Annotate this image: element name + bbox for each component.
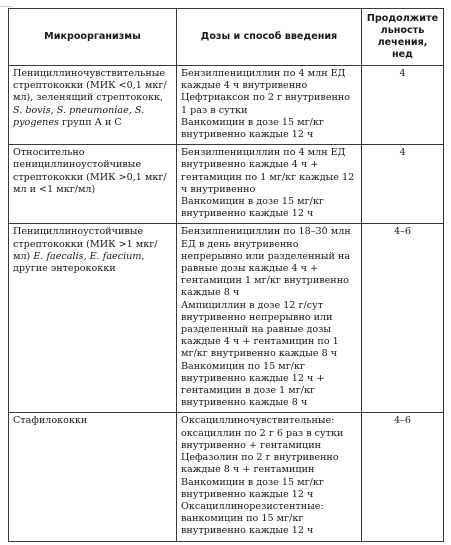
dose-regimen: Бензилпенициллин по 4 млн ЕД каждые 4 ч внутривенно: [181, 68, 346, 92]
dose-regimen: Ванкомицин в дозе 15 мг/кг внутривенно каждые 12 ч: [181, 476, 324, 500]
dose-regimen: Оксациллинорезистентные: ванкомицин по 15 мг/кг внутривенно каждые 12 ч: [181, 500, 324, 537]
organism-text: Пенициллиночувствительные стрептококки (МИК <0,1 мкг/мл), зеленящий стрептококк,: [13, 68, 167, 104]
table-row: [9, 224, 444, 413]
table-header-row: [9, 9, 444, 66]
dose-regimen: Бензилпенициллин по 4 млн ЕД внутривенно каждые 4 ч + гентамицин по 1 мг/кг каждые 12 ч внутривенно: [181, 147, 355, 195]
dose-regimen: Ванкомицин по 15 мг/кг внутривенно каждые 12 ч + гентамицин в дозе 1 мг/кг внутривенно каждые 8 ч: [181, 360, 325, 409]
organism-species-text: S. bovis, S. pneumoniae, S. pyogenes: [13, 104, 145, 128]
table-row: [9, 145, 444, 224]
duration-cell: 4: [362, 66, 444, 145]
duration-cell: 4–6: [362, 224, 444, 413]
organism-text: Относительно пенициллиноустойчивые стрептококки (МИК >0,1 мкг/мл и <1 мкг/мл): [13, 147, 167, 195]
microorganism-cell: [9, 145, 177, 224]
microorganism-cell: [9, 224, 177, 413]
header-doses: Дозы и способ введения: [177, 9, 362, 66]
microorganism-cell: [9, 66, 177, 145]
dose-regimen: Оксациллиночувствительные: оксациллин по 2 г 6 раз в сутки внутривенно + гентамицин: [181, 415, 344, 451]
dose-cell: [177, 413, 362, 541]
organism-text: Стафилококки: [13, 415, 88, 427]
table-row: [9, 413, 444, 541]
duration-cell: 4: [362, 145, 444, 224]
duration-cell: 4–6: [362, 413, 444, 541]
table-row: [9, 66, 444, 145]
page-top-rule: [0, 0, 12, 7]
dose-regimen: Ванкомицин в дозе 15 мг/кг внутривенно каждые 12 ч: [181, 116, 324, 141]
table-body: [9, 66, 444, 542]
microorganism-cell: [9, 413, 177, 541]
dose-regimen: Ампициллин в дозе 12 г/сут внутривенно непрерывно или разделенный на равные дозы каждые 4 ч + гентамицин по 1 мг/кг внутривенно каждые 8 ч: [181, 299, 339, 360]
header-duration: Продолжительность лечения, нед: [362, 9, 444, 66]
organism-text: , другие энтерококки: [13, 250, 145, 275]
dose-regimen: Ванкомицин в дозе 15 мг/кг внутривенно каждые 12 ч: [181, 196, 324, 220]
dose-regimen: Цефтриаксон по 2 г внутривенно 1 раз в сутки: [181, 92, 351, 116]
organism-species-text: E. faecalis, E. faecium: [33, 250, 142, 262]
dose-regimen: Цефазолин по 2 г внутривенно каждые 8 ч + гентамицин: [181, 452, 339, 476]
organism-text: групп А и С: [58, 116, 122, 128]
organism-text: Пенициллиноустойчивые стрептококки (МИК >1 мкг/мл): [13, 226, 158, 262]
dose-regimen: Бензилпенициллин по 18–30 млн ЕД в день внутривенно непрерывно или разделенный на равные дозы каждые 4 ч + гентамицин 1 мг/кг внутривенно каждые 8 ч: [181, 226, 351, 299]
dose-cell: [177, 145, 362, 224]
header-microorganisms: Микроорганизмы: [9, 9, 177, 66]
treatment-table: [8, 8, 444, 542]
dose-cell: [177, 224, 362, 413]
dose-cell: [177, 66, 362, 145]
